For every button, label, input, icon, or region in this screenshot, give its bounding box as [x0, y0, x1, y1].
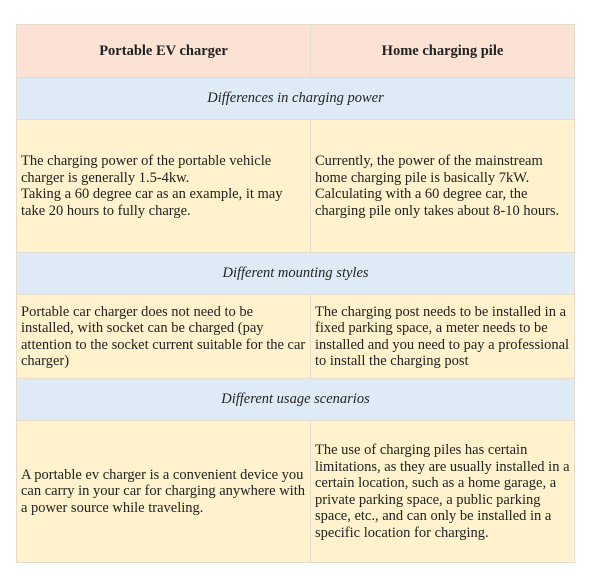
section-title-mounting-styles: Different mounting styles [17, 253, 575, 295]
column-header-home-pile: Home charging pile [311, 25, 575, 78]
table-row [17, 421, 575, 563]
column-header-portable-charger: Portable EV charger [17, 25, 311, 78]
section-title-usage-scenarios: Different usage scenarios [17, 379, 575, 421]
comparison-table [16, 24, 575, 563]
cell-text: The charging post needs to be installed in a fixed parking space, a meter needs to be installed and you need to pay a professional to install the charging post [315, 303, 570, 369]
section-row-charging-power [17, 78, 575, 120]
cell-text: The use of charging piles has certain limitations, as they are usually installed in a certain location, such as a home garage, a private parking space, a public parking space, etc., and can only be installed in a specific location for charging. [315, 442, 570, 541]
section-row-usage-scenarios [17, 379, 575, 421]
section-title-charging-power: Differences in charging power [17, 78, 575, 120]
cell-portable-charging-power [17, 120, 311, 253]
table-row [17, 295, 575, 379]
cell-home-charging-power [311, 120, 575, 253]
cell-text: Currently, the power of the mainstream home charging pile is basically 7kW. Calculating with a 60 degree car, the charging pile only takes about 8-10 hours. [315, 153, 560, 219]
section-row-mounting-styles [17, 253, 575, 295]
cell-portable-usage [17, 421, 311, 563]
cell-home-mounting [311, 295, 575, 379]
cell-text: A portable ev charger is a convenient device you can carry in your car for charging anywhere with a power source while traveling. [21, 466, 305, 516]
cell-portable-mounting [17, 295, 311, 379]
cell-home-usage [311, 421, 575, 563]
table-row [17, 120, 575, 253]
cell-text: Portable car charger does not need to be installed, with socket can be charged (pay attention to the socket current suitable for the car charger) [21, 303, 306, 369]
cell-text: The charging power of the portable vehicle charger is generally 1.5-4kw. Taking a 60 degree car as an example, it may take 20 hours to fully charge. [21, 153, 283, 219]
table-header-row [17, 25, 575, 78]
